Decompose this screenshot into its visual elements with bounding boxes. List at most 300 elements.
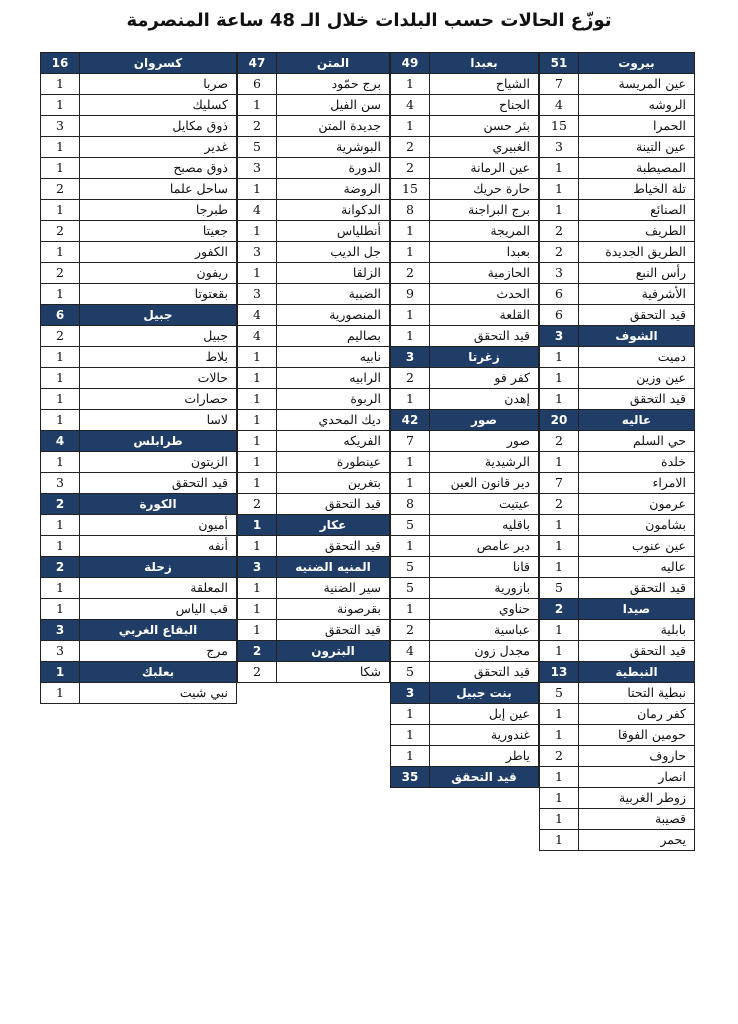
case-count: 1 [238, 473, 277, 494]
case-count: 1 [41, 536, 80, 557]
town-name: دير عامص [430, 536, 539, 557]
district-total: 3 [391, 683, 430, 704]
case-count: 1 [41, 284, 80, 305]
town-name: القلعة [430, 305, 539, 326]
case-count: 1 [540, 200, 579, 221]
town-name: ديك المحدي [277, 410, 390, 431]
town-name: بلاط [80, 347, 237, 368]
table-row [540, 137, 695, 158]
case-count: 15 [391, 179, 430, 200]
town-name: الربوة [277, 389, 390, 410]
table-row [391, 116, 539, 137]
town-name: الجناح [430, 95, 539, 116]
case-count: 1 [41, 683, 80, 704]
table-row [391, 284, 539, 305]
town-name: الحدث [430, 284, 539, 305]
table-row [540, 242, 695, 263]
table-row [540, 620, 695, 641]
table-row [540, 725, 695, 746]
district-name: البقاع الغربي [80, 620, 237, 641]
district-total: 1 [41, 662, 80, 683]
table-row [238, 221, 390, 242]
case-count: 1 [391, 725, 430, 746]
table-row [41, 116, 237, 137]
town-name: صور [430, 431, 539, 452]
case-count: 2 [41, 179, 80, 200]
case-count: 1 [238, 368, 277, 389]
case-count: 1 [391, 116, 430, 137]
table-row [540, 704, 695, 725]
town-name: باقليه [430, 515, 539, 536]
case-count: 3 [41, 473, 80, 494]
town-name: سير الضنية [277, 578, 390, 599]
table-row [391, 389, 539, 410]
table-row [391, 452, 539, 473]
table-row [540, 116, 695, 137]
district-total: 42 [391, 410, 430, 431]
case-count: 1 [391, 473, 430, 494]
town-name: الزلقا [277, 263, 390, 284]
town-name: تلة الخياط [579, 179, 695, 200]
town-name: يحمر [579, 830, 695, 851]
table-row [540, 389, 695, 410]
case-count: 2 [41, 221, 80, 242]
district-total: 1 [238, 515, 277, 536]
table-row [391, 158, 539, 179]
town-name: كسليك [80, 95, 237, 116]
case-count: 1 [540, 788, 579, 809]
town-name: ساحل علما [80, 179, 237, 200]
table-row [540, 515, 695, 536]
case-count: 1 [540, 452, 579, 473]
district-name: بيروت [579, 53, 695, 74]
town-name: بازورية [430, 578, 539, 599]
table-row [238, 116, 390, 137]
district-name: صور [430, 410, 539, 431]
case-count: 4 [238, 326, 277, 347]
table-row [540, 641, 695, 662]
case-count: 2 [391, 263, 430, 284]
page-title: توزّع الحالات حسب البلدات خلال الـ 48 ساعة المنصرمة [126, 10, 612, 31]
table-row [238, 179, 390, 200]
town-name: ريفون [80, 263, 237, 284]
town-name: عباسية [430, 620, 539, 641]
table-column-4 [40, 52, 237, 704]
town-name: نابيه [277, 347, 390, 368]
town-name: بعبدا [430, 242, 539, 263]
town-name: أنطلياس [277, 221, 390, 242]
case-count: 5 [391, 578, 430, 599]
case-count: 1 [238, 263, 277, 284]
town-name: حاروف [579, 746, 695, 767]
town-name: انصار [579, 767, 695, 788]
case-count: 5 [238, 137, 277, 158]
case-count: 1 [391, 389, 430, 410]
case-count: 2 [238, 662, 277, 683]
town-name: صربا [80, 74, 237, 95]
town-name: مرج [80, 641, 237, 662]
table-row [391, 221, 539, 242]
town-name: بصاليم [277, 326, 390, 347]
case-count: 1 [238, 347, 277, 368]
case-count: 7 [540, 473, 579, 494]
case-count: 4 [238, 200, 277, 221]
table-row [540, 683, 695, 704]
table-row [540, 95, 695, 116]
case-count: 1 [41, 389, 80, 410]
case-count: 1 [41, 95, 80, 116]
district-header-row [540, 326, 695, 347]
town-name: بئر حسن [430, 116, 539, 137]
table-row [238, 662, 390, 683]
table-row [540, 200, 695, 221]
case-count: 1 [238, 620, 277, 641]
table-row [391, 515, 539, 536]
town-name: الطريق الجديدة [579, 242, 695, 263]
district-header-row [41, 53, 237, 74]
case-count: 6 [540, 305, 579, 326]
district-name: الشوف [579, 326, 695, 347]
table-row [41, 578, 237, 599]
case-count: 1 [540, 557, 579, 578]
town-name: الحمرا [579, 116, 695, 137]
town-name: الغبيري [430, 137, 539, 158]
table-row [391, 620, 539, 641]
town-name: سن الفيل [277, 95, 390, 116]
case-count: 1 [238, 389, 277, 410]
table-row [391, 368, 539, 389]
town-name: لاسا [80, 410, 237, 431]
table-row [391, 473, 539, 494]
table-row [391, 662, 539, 683]
case-count: 1 [238, 431, 277, 452]
case-count: 1 [238, 410, 277, 431]
district-header-row [41, 662, 237, 683]
table-row [41, 641, 237, 662]
district-name: الكورة [80, 494, 237, 515]
case-count: 2 [540, 221, 579, 242]
town-name: قيد التحقق [80, 473, 237, 494]
district-header-row [41, 305, 237, 326]
town-name: خلدة [579, 452, 695, 473]
district-header-row [238, 557, 390, 578]
district-header-row [391, 767, 539, 788]
town-name: طبرجا [80, 200, 237, 221]
table-row [41, 263, 237, 284]
district-header-row [391, 683, 539, 704]
table-row [540, 473, 695, 494]
town-name: بقعتوتا [80, 284, 237, 305]
case-count: 1 [540, 347, 579, 368]
town-name: بشامون [579, 515, 695, 536]
town-name: حناوي [430, 599, 539, 620]
town-name: الروشه [579, 95, 695, 116]
town-name: جعيتا [80, 221, 237, 242]
town-name: برج البراجنة [430, 200, 539, 221]
district-header-row [540, 662, 695, 683]
district-header-row [391, 347, 539, 368]
case-count: 1 [540, 515, 579, 536]
case-count: 2 [41, 263, 80, 284]
table-row [391, 200, 539, 221]
table-row [41, 95, 237, 116]
table-row [391, 305, 539, 326]
table-column-1 [539, 52, 695, 851]
district-total: 51 [540, 53, 579, 74]
table-row [238, 410, 390, 431]
table-row [41, 536, 237, 557]
town-name: عين المريسة [579, 74, 695, 95]
case-count: 7 [540, 74, 579, 95]
table-row [540, 767, 695, 788]
case-count: 4 [391, 95, 430, 116]
case-count: 2 [391, 137, 430, 158]
town-name: قانا [430, 557, 539, 578]
table-row [41, 74, 237, 95]
town-name: عين عنوب [579, 536, 695, 557]
case-count: 2 [540, 494, 579, 515]
town-name: الصنائع [579, 200, 695, 221]
district-name: عاليه [579, 410, 695, 431]
table-row [540, 263, 695, 284]
town-name: مجدل زون [430, 641, 539, 662]
town-name: دميت [579, 347, 695, 368]
district-name: بنت جبيل [430, 683, 539, 704]
table-row [41, 326, 237, 347]
district-name: المتن [277, 53, 390, 74]
table-row [238, 200, 390, 221]
case-count: 3 [238, 284, 277, 305]
case-count: 1 [391, 326, 430, 347]
case-count: 4 [238, 305, 277, 326]
table-row [391, 578, 539, 599]
town-name: قصيبة [579, 809, 695, 830]
district-total: 3 [540, 326, 579, 347]
case-count: 4 [391, 641, 430, 662]
table-row [391, 74, 539, 95]
case-count: 1 [41, 137, 80, 158]
district-header-row [391, 53, 539, 74]
table-row [540, 536, 695, 557]
table-row [391, 599, 539, 620]
case-count: 5 [391, 662, 430, 683]
case-count: 1 [391, 221, 430, 242]
table-row [41, 221, 237, 242]
town-name: ذوق مصبح [80, 158, 237, 179]
town-name: قيد التحقق [277, 494, 390, 515]
town-name: حارة حريك [430, 179, 539, 200]
district-total: 2 [540, 599, 579, 620]
table-row [41, 452, 237, 473]
case-count: 1 [41, 578, 80, 599]
town-name: كفر رمان [579, 704, 695, 725]
case-count: 8 [391, 494, 430, 515]
district-total: 2 [41, 494, 80, 515]
town-name: قيد التحقق [277, 620, 390, 641]
case-count: 1 [41, 74, 80, 95]
district-total: 2 [238, 641, 277, 662]
case-count: 1 [540, 830, 579, 851]
table-row [238, 284, 390, 305]
town-name: ياطر [430, 746, 539, 767]
district-header-row [540, 53, 695, 74]
table-row [41, 473, 237, 494]
table-row [238, 326, 390, 347]
town-name: عين التينة [579, 137, 695, 158]
district-name: النبطية [579, 662, 695, 683]
town-name: الفريكه [277, 431, 390, 452]
table-row [41, 200, 237, 221]
district-name: جبيل [80, 305, 237, 326]
town-name: عين الرمانة [430, 158, 539, 179]
table-row [391, 242, 539, 263]
case-count: 1 [391, 74, 430, 95]
case-count: 1 [391, 599, 430, 620]
district-name: طرابلس [80, 431, 237, 452]
case-count: 6 [238, 74, 277, 95]
town-name: شكا [277, 662, 390, 683]
table-row [540, 557, 695, 578]
town-name: عيتيت [430, 494, 539, 515]
case-count: 8 [391, 200, 430, 221]
district-header-row [238, 53, 390, 74]
case-count: 1 [540, 368, 579, 389]
district-header-row [238, 641, 390, 662]
town-name: جل الديب [277, 242, 390, 263]
case-count: 1 [540, 809, 579, 830]
district-total: 3 [238, 557, 277, 578]
town-name: ذوق مكايل [80, 116, 237, 137]
district-total: 3 [41, 620, 80, 641]
case-count: 1 [540, 620, 579, 641]
town-name: الضبية [277, 284, 390, 305]
case-count: 2 [540, 242, 579, 263]
town-name: بتغرين [277, 473, 390, 494]
town-name: الأشرفية [579, 284, 695, 305]
district-header-row [41, 431, 237, 452]
case-count: 1 [540, 725, 579, 746]
district-header-row [41, 494, 237, 515]
town-name: غدير [80, 137, 237, 158]
case-count: 1 [41, 242, 80, 263]
case-count: 1 [238, 221, 277, 242]
case-count: 2 [238, 116, 277, 137]
table-row [540, 347, 695, 368]
table-row [41, 368, 237, 389]
case-count: 1 [41, 599, 80, 620]
town-name: بقرصونة [277, 599, 390, 620]
table-row [238, 242, 390, 263]
table-row [41, 158, 237, 179]
table-row [540, 305, 695, 326]
case-count: 2 [238, 494, 277, 515]
case-count: 1 [391, 746, 430, 767]
case-count: 15 [540, 116, 579, 137]
table-row [540, 746, 695, 767]
table-row [238, 620, 390, 641]
town-name: المعلقة [80, 578, 237, 599]
case-count: 1 [238, 95, 277, 116]
table-column-2 [390, 52, 539, 788]
table-row [238, 158, 390, 179]
town-name: جديدة المتن [277, 116, 390, 137]
town-name: عرمون [579, 494, 695, 515]
case-count: 4 [540, 95, 579, 116]
table-row [238, 137, 390, 158]
town-name: نبطية التحتا [579, 683, 695, 704]
town-name: الرابيه [277, 368, 390, 389]
table-row [238, 368, 390, 389]
table-row [540, 368, 695, 389]
town-name: قيد التحقق [277, 536, 390, 557]
table-row [391, 494, 539, 515]
table-row [540, 452, 695, 473]
case-count: 2 [391, 368, 430, 389]
district-name: زغرتا [430, 347, 539, 368]
district-total: 3 [391, 347, 430, 368]
table-row [41, 179, 237, 200]
case-count: 1 [238, 452, 277, 473]
case-count: 3 [238, 242, 277, 263]
table-row [391, 557, 539, 578]
table-row [391, 725, 539, 746]
table-row [238, 389, 390, 410]
table-row [238, 494, 390, 515]
district-total: 6 [41, 305, 80, 326]
case-count: 1 [540, 389, 579, 410]
case-count: 9 [391, 284, 430, 305]
district-name: البترون [277, 641, 390, 662]
table-row [540, 494, 695, 515]
town-name: الامراء [579, 473, 695, 494]
town-name: قيد التحقق [430, 326, 539, 347]
town-name: بابلية [579, 620, 695, 641]
town-name: دير قانون العين [430, 473, 539, 494]
case-count: 1 [41, 410, 80, 431]
town-name: قيد التحقق [579, 578, 695, 599]
case-count: 1 [540, 158, 579, 179]
town-name: الشياح [430, 74, 539, 95]
town-name: عين إبل [430, 704, 539, 725]
town-name: جبيل [80, 326, 237, 347]
town-name: قيد التحقق [579, 641, 695, 662]
case-count: 3 [238, 158, 277, 179]
table-row [540, 788, 695, 809]
district-total: 47 [238, 53, 277, 74]
table-row [41, 410, 237, 431]
table-row [41, 683, 237, 704]
table-row [540, 179, 695, 200]
table-row [41, 515, 237, 536]
town-name: قيد التحقق [579, 305, 695, 326]
table-row [540, 221, 695, 242]
table-row [238, 74, 390, 95]
town-name: الدكوانة [277, 200, 390, 221]
table-row [41, 242, 237, 263]
district-name: عكار [277, 515, 390, 536]
table-row [391, 137, 539, 158]
town-name: المصيطبة [579, 158, 695, 179]
table-row [41, 284, 237, 305]
table-row [391, 704, 539, 725]
table-row [238, 536, 390, 557]
case-count: 1 [41, 158, 80, 179]
case-count: 6 [540, 284, 579, 305]
town-name: حالات [80, 368, 237, 389]
case-count: 1 [41, 452, 80, 473]
district-total: 49 [391, 53, 430, 74]
town-name: البوشرية [277, 137, 390, 158]
